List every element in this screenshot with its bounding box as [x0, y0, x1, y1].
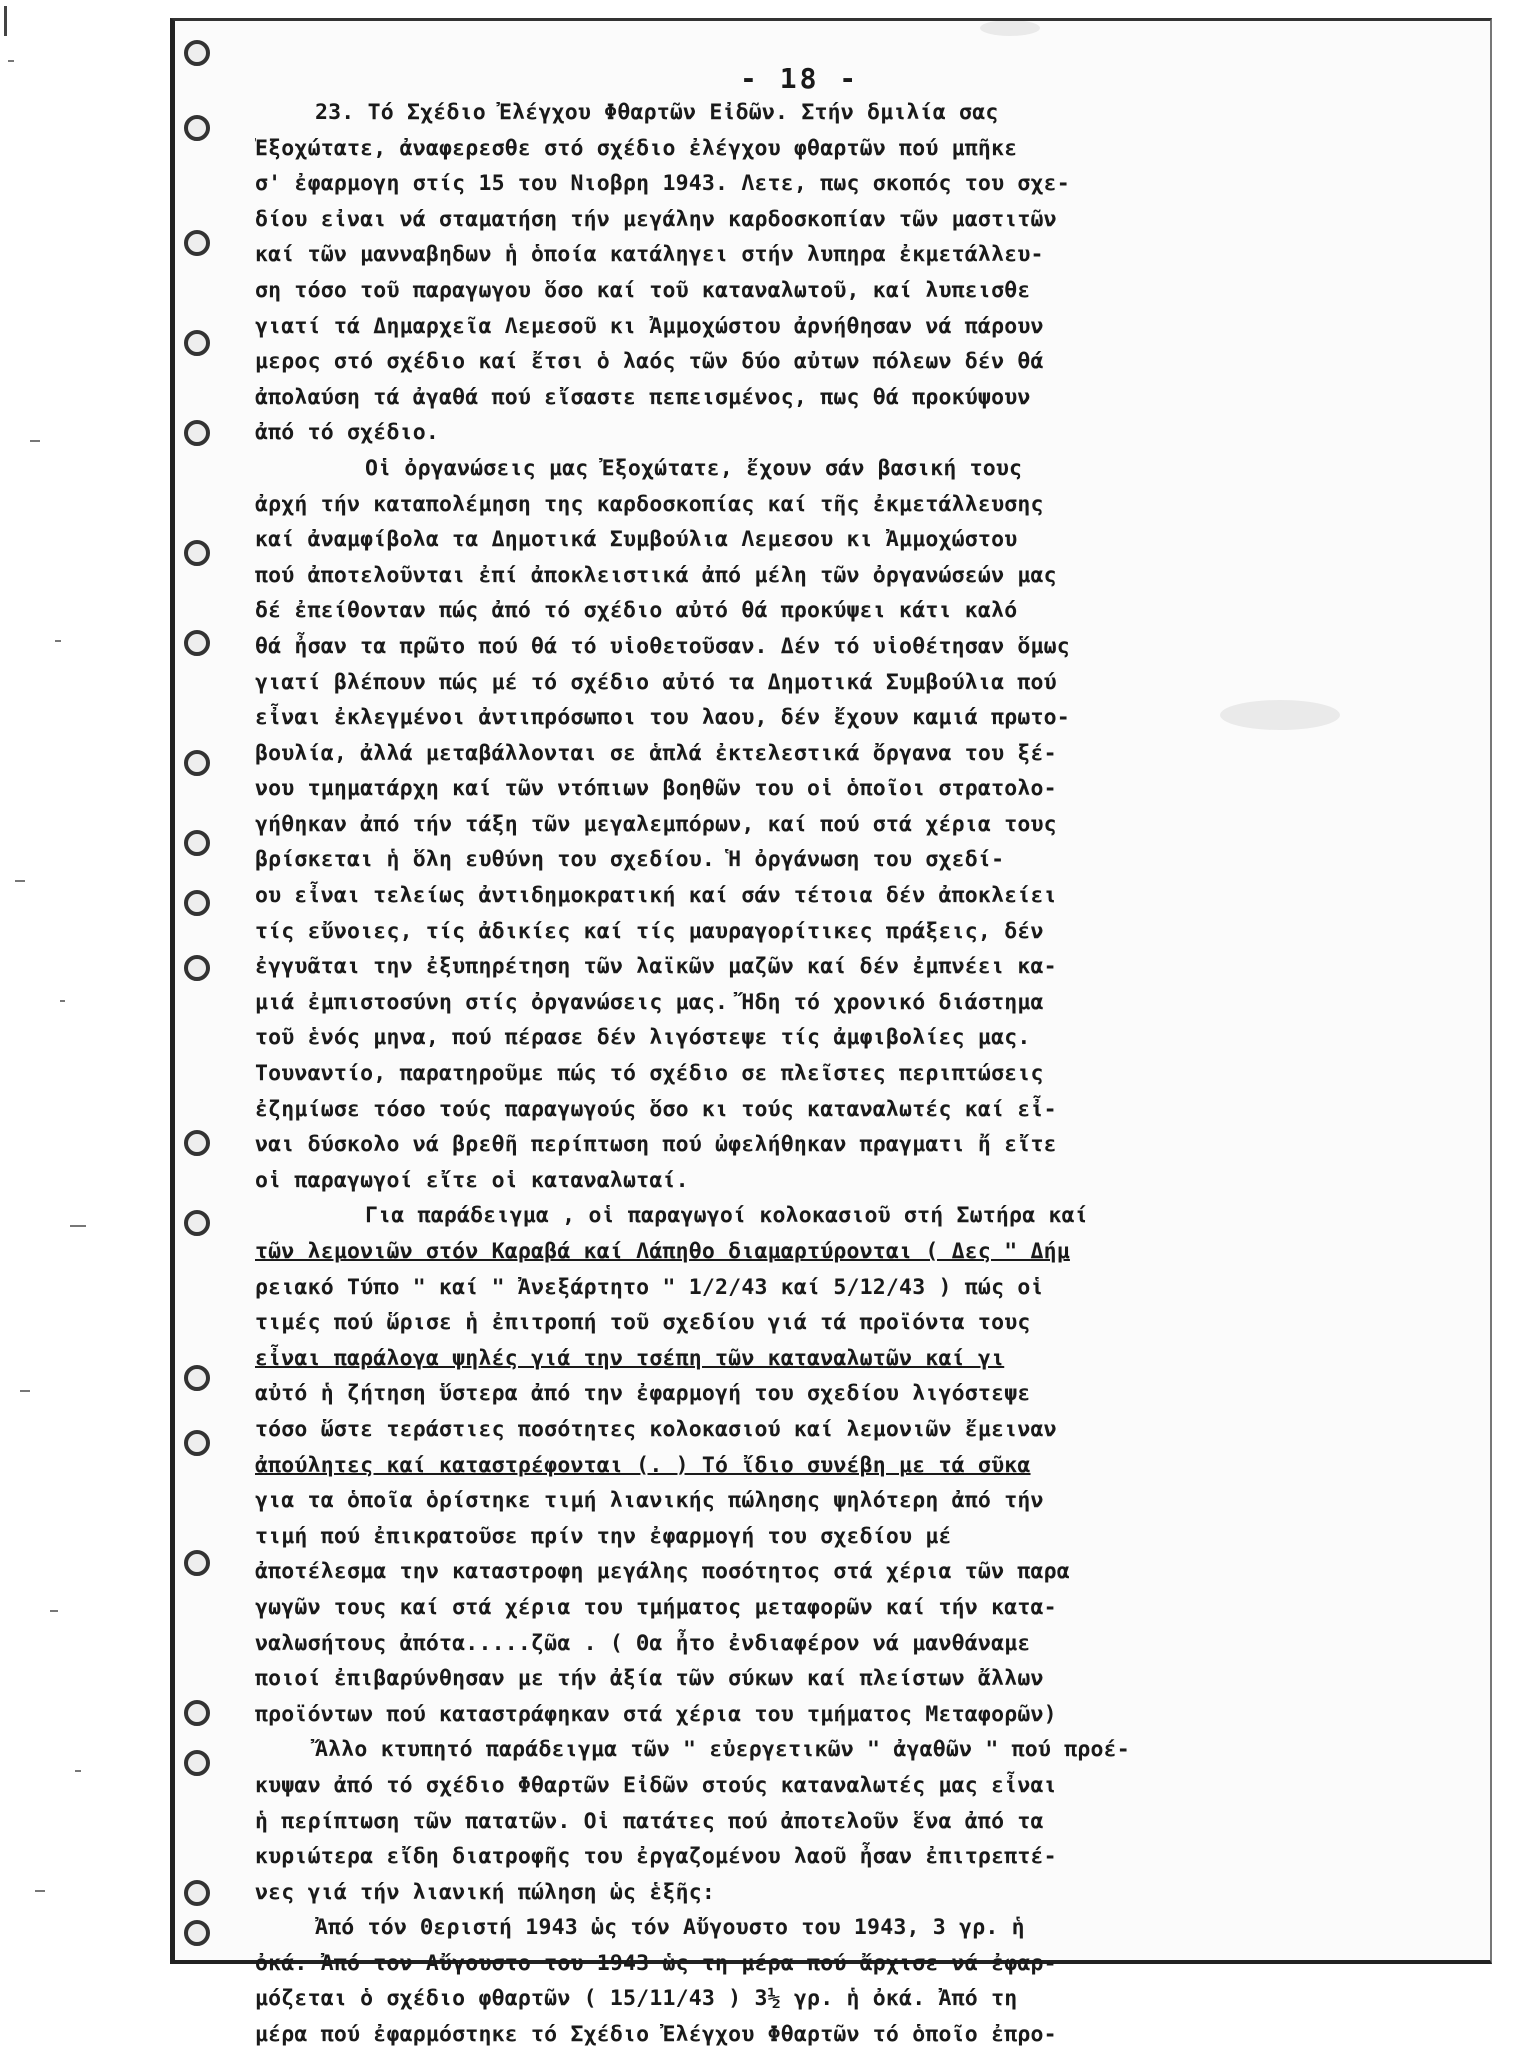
text-line: Ἄλλο κτυπητό παράδειγμα τῶν " εὐεργετικῶν " ἀγαθῶν " πού προέ-: [315, 1737, 1130, 1763]
punch-hole: [184, 1880, 210, 1906]
text-line: μιά ἐμπιστοσύνη στίς ὀργανώσεις μας. Ἤδη τό χρονικό διάστημα: [255, 989, 1044, 1015]
text-line: βουλία, ἀλλά μεταβάλλονται σε ἁπλά ἐκτελεστικά ὄργανα του ξέ-: [255, 740, 1057, 766]
text-line: ποιοί ἐπιβαρύνθησαν με τήν ἀξία τῶν σύκων καί πλείστων ἄλλων: [255, 1666, 1044, 1692]
scan-smudge: [980, 20, 1040, 36]
paragraph-organisations: [255, 451, 1465, 1198]
text-line: σ' ἐφαρμογη στίς 15 του Νιοβρη 1943. Λετε, πως σκοπός του σχε-: [255, 171, 1070, 197]
text-line: ναι δύσκολο νά βρεθῆ περίπτωση πού ὠφελήθηκαν πραγματι ἤ εἴτε: [255, 1132, 1057, 1158]
punch-hole: [184, 1750, 210, 1776]
text-line: ἀπό τό σχέδιο.: [255, 420, 440, 446]
text-line: για τα ὁποῖα ὁρίστηκε τιμή λιανικής πώλησης ψηλότερη ἀπό τήν: [255, 1488, 1044, 1514]
text-line: οἱ παραγωγοί εἴτε οἱ καταναλωταί.: [255, 1167, 689, 1193]
text-line: γωγῶν τους καί στά χέρια του τμήματος μεταφορῶν καί τήν κατα-: [255, 1594, 1057, 1620]
text-line: ρειακό Τύπο " καί " Ἀνεξάρτητο " 1/2/43 καί 5/12/43 ) πώς οἱ: [255, 1274, 1044, 1300]
text-line: ἐγγυᾶται την ἐξυπηρέτηση τῶν λαϊκῶν μαζῶν καί δέν ἐμπνέει κα-: [255, 954, 1057, 980]
text-line: Ἐξοχώτατε, ἀναφερεσθε στό σχέδιο ἐλέγχου φθαρτῶν πού μπῆκε: [255, 135, 1018, 161]
punch-hole: [184, 420, 210, 446]
text-line: κυριώτερα εἴδη διατροφῆς του ἐργαζομένου λαοῦ ἦσαν ἐπιτρεπτέ-: [255, 1844, 1057, 1870]
paragraph-example-produce: [255, 1198, 1465, 1732]
text-line: βρίσκεται ἡ ὅλη ευθύνη του σχεδίου. Ἡ ὀργάνωση του σχεδί-: [255, 847, 1005, 873]
text-line: μέρα πού ἐφαρμόστηκε τό Σχέδιο Ἐλέγχου Φθαρτῶν τό ὁποῖο ἐπρο-: [255, 2022, 1057, 2048]
text-line: κυψαν ἀπό τό σχέδιο Φθαρτῶν Εἰδῶν στούς καταναλωτές μας εἶναι: [255, 1772, 1057, 1798]
text-line: τίς εὔνοιες, τίς ἀδικίες καί τίς μαυραγορίτικες πράξεις, δέν: [255, 918, 1044, 944]
text-line: τῶν λεμονιῶν στόν Καραβά καί Λάπηθο διαμαρτύρονται ( Δες " Δήμ: [255, 1239, 1070, 1264]
paragraph-23-intro: [255, 95, 1465, 451]
document-body: [255, 95, 1465, 2053]
punch-hole: [184, 1550, 210, 1576]
text-line: γήθηκαν ἀπό τήν τάξη τῶν μεγαλεμπόρων, καί πού στά χέρια τους: [255, 811, 1057, 837]
text-line: τιμές πού ὥρισε ἡ ἐπιτροπή τοῦ σχεδίου γιά τά προϊόντα τους: [255, 1310, 1031, 1336]
text-line: 23. Τό Σχέδιο Ἐλέγχου Φθαρτῶν Εἰδῶν. Στήν δμιλία σας: [315, 100, 999, 125]
punch-hole: [184, 230, 210, 256]
text-line: πού ἀποτελοῦνται ἐπί ἀποκλειστικά ἀπό μέλη τῶν ὀργανώσεών μας: [255, 562, 1057, 588]
punch-hole: [184, 955, 210, 981]
punch-hole: [184, 1210, 210, 1236]
text-line: ὀκά. Ἀπό τον Αὔγουστο του 1943 ὡς τη μέρα πού ἄρχισε νά ἐφαρ-: [255, 1950, 1057, 1976]
punch-hole: [184, 115, 210, 141]
binder-holes: [178, 20, 222, 1960]
text-line: Ἀπό τόν Θεριστή 1943 ὡς τόν Αὔγουστο του 1943, 3 γρ. ἡ: [315, 1915, 1025, 1941]
punch-hole: [184, 1130, 210, 1156]
text-line: νου τμηματάρχη καί τῶν ντόπιων βοηθῶν του οἱ ὁποῖοι στρατολο-: [255, 776, 1057, 802]
paragraph-potato-prices: [255, 1910, 1465, 2052]
text-line: γιατί βλέπουν πώς μέ τό σχέδιο αὐτό τα Δημοτικά Συμβούλια πού: [255, 669, 1057, 695]
punch-hole: [184, 1430, 210, 1456]
punch-hole: [184, 1700, 210, 1726]
text-line: Οἱ ὀργανώσεις μας Ἐξοχώτατε, ἔχουν σάν βασική τους: [365, 455, 1023, 481]
text-line: ναλωσήτους ἀπότα.....ζῶα . ( Θα ἦτο ἐνδιαφέρον νά μανθάναμε: [255, 1630, 1031, 1656]
text-line: Τουναντίο, παρατηροῦμε πώς τό σχέδιο σε πλεῖστες περιπτώσεις: [255, 1061, 1044, 1087]
punch-hole: [184, 830, 210, 856]
text-line: ἀπούλητες καί καταστρέφονται (. ) Τό ἴδιο συνέβη με τά σῦκα: [255, 1452, 1031, 1478]
text-line: ἀρχή τήν καταπολέμηση της καρδοσκοπίας καί τῆς ἐκμετάλλευσης: [255, 491, 1044, 517]
page-number: - 18 -: [740, 62, 860, 95]
punch-hole: [184, 1920, 210, 1946]
text-line: μόζεται ὁ σχέδιο φθαρτῶν ( 15/11/43 ) 3½ γρ. ἡ ὀκά. Ἀπό τη: [255, 1986, 1018, 2012]
punch-hole: [184, 1365, 210, 1391]
paragraph-potatoes: [255, 1732, 1465, 1910]
text-line: δίου εἰναι νά σταματήση τήν μεγάλην καρδοσκοπίαν τῶν μαστιτῶν: [255, 206, 1057, 232]
text-line: ἀποτέλεσμα την καταστροφη μεγάλης ποσότητος στά χέρια τῶν παρα: [255, 1559, 1070, 1585]
text-line: γιατί τά Δημαρχεῖα Λεμεσοῦ κι Ἀμμοχώστου ἀρνήθησαν νά πάρουν: [255, 313, 1044, 339]
text-line: νες γιά τήν λιανική πώληση ὡς ἑξῆς:: [255, 1879, 716, 1905]
text-line: τιμή πού ἐπικρατοῦσε πρίν την ἐφαρμογή του σχεδίου μέ: [255, 1523, 952, 1549]
text-line: Για παράδειγμα , οἱ παραγωγοί κολοκασιοῦ στή Σωτήρα καί: [365, 1203, 1088, 1229]
text-line: ἐζημίωσε τόσο τούς παραγωγούς ὅσο κι τούς καταναλωτές καί εἶ-: [255, 1096, 1057, 1122]
text-line: προϊόντων πού καταστράφηκαν στά χέρια του τμήματος Μεταφορῶν): [255, 1701, 1057, 1727]
text-line: μερος στό σχέδιο καί ἔτσι ὁ λαός τῶν δύο αὐτων πόλεων δέν θά: [255, 349, 1044, 375]
text-line: δέ ἐπείθονταν πώς ἀπό τό σχέδιο αὐτό θά προκύψει κάτι καλό: [255, 598, 1018, 624]
text-line: καί τῶν μανναβηδων ἡ ὁποία κατάληγει στήν λυπηρα ἐκμετάλλευ-: [255, 242, 1044, 268]
punch-hole: [184, 890, 210, 916]
text-line: τόσο ὥστε τεράστιες ποσότητες κολοκασιού καί λεμονιῶν ἔμειναν: [255, 1416, 1057, 1442]
text-line: θά ἦσαν τα πρῶτο πού θά τό υἱοθετοῦσαν. Δέν τό υἱοθέτησαν ὅμως: [255, 633, 1070, 659]
punch-hole: [184, 630, 210, 656]
text-line: ου εἶναι τελείως ἀντιδημοκρατική καί σάν τέτοια δέν ἀποκλείει: [255, 883, 1057, 909]
punch-hole: [184, 540, 210, 566]
text-line: καί ἀναμφίβολα τα Δημοτικά Συμβούλια Λεμεσου κι Ἀμμοχώστου: [255, 527, 1018, 553]
text-line: ση τόσο τοῦ παραγωγου ὅσο καί τοῦ καταναλωτοῦ, καί λυπεισθε: [255, 277, 1031, 303]
text-line: εἶναι παράλογα ψηλές γιά την τσέπη τῶν καταναλωτῶν καί γι: [255, 1345, 1005, 1371]
text-line: αὐτό ἡ ζήτηση ὕστερα ἀπό την ἐφαρμογή του σχεδίου λιγόστεψε: [255, 1381, 1031, 1407]
punch-hole: [184, 750, 210, 776]
scan-edge-marks: [0, 0, 160, 1979]
punch-hole: [184, 330, 210, 356]
punch-hole: [184, 40, 210, 66]
text-line: τοῦ ἑνός μηνα, πού πέρασε δέν λιγόστεψε τίς ἀμφιβολίες μας.: [255, 1025, 1031, 1051]
text-line: ἀπολαύση τά ἀγαθά πού εἴσαστε πεπεισμένος, πως θά προκύψουν: [255, 384, 1031, 410]
text-line: ἡ περίπτωση τῶν πατατῶν. Οἱ πατάτες πού ἀποτελοῦν ἕνα ἀπό τα: [255, 1808, 1044, 1834]
text-line: εἶναι ἐκλεγμένοι ἀντιπρόσωποι του λαου, δέν ἔχουν καμιά πρωτο-: [255, 705, 1070, 731]
